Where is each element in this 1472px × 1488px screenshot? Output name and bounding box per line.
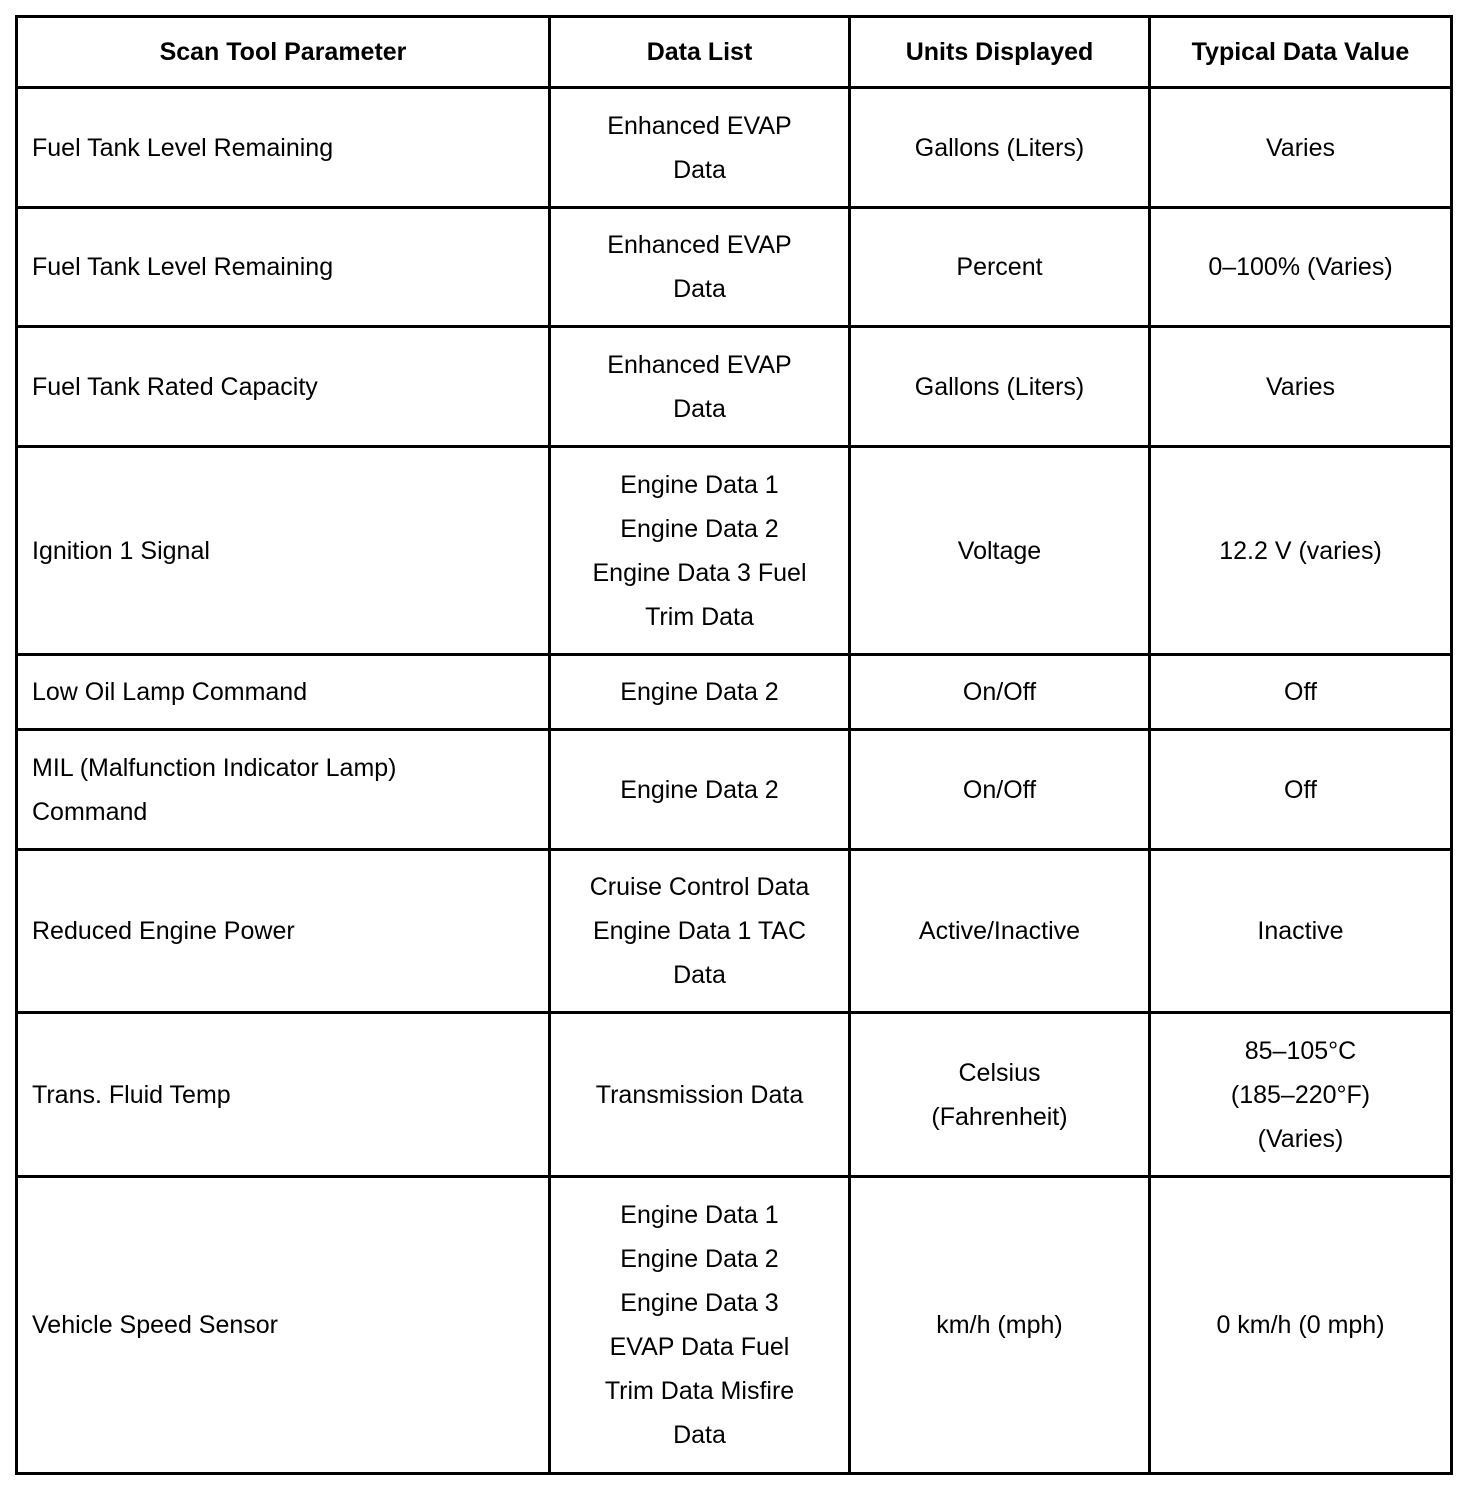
- header-row: [17, 17, 1452, 88]
- header-typical-data-value: Typical Data Value: [1150, 17, 1452, 88]
- units-cell: Active/Inactive: [850, 850, 1150, 1013]
- typical-value-cell: Off: [1150, 730, 1452, 850]
- data-list-cell: Engine Data 2: [550, 730, 850, 850]
- data-list-cell: Engine Data 1 Engine Data 2 Engine Data 3 Fuel Trim Data: [550, 447, 850, 655]
- parameter-cell: Fuel Tank Level Remaining: [17, 88, 550, 208]
- table-row: [17, 1177, 1452, 1474]
- units-cell: km/h (mph): [850, 1177, 1150, 1474]
- parameter-cell: Fuel Tank Level Remaining: [17, 208, 550, 327]
- data-list-cell: Enhanced EVAP Data: [550, 88, 850, 208]
- units-cell: Voltage: [850, 447, 1150, 655]
- header-units-displayed: Units Displayed: [850, 17, 1150, 88]
- table-row: [17, 208, 1452, 327]
- parameter-cell: Ignition 1 Signal: [17, 447, 550, 655]
- typical-value-cell: 0–100% (Varies): [1150, 208, 1452, 327]
- typical-value-cell: 0 km/h (0 mph): [1150, 1177, 1452, 1474]
- parameter-cell: MIL (Malfunction Indicator Lamp) Command: [17, 730, 550, 850]
- parameter-cell: Low Oil Lamp Command: [17, 655, 550, 730]
- table-row: [17, 327, 1452, 447]
- units-cell: Percent: [850, 208, 1150, 327]
- table-row: [17, 850, 1452, 1013]
- typical-value-cell: Inactive: [1150, 850, 1452, 1013]
- data-list-cell: Engine Data 1 Engine Data 2 Engine Data 3 EVAP Data Fuel Trim Data Misfire Data: [550, 1177, 850, 1474]
- parameter-cell: Reduced Engine Power: [17, 850, 550, 1013]
- table-row: [17, 1013, 1452, 1177]
- typical-value-cell: 12.2 V (varies): [1150, 447, 1452, 655]
- parameter-cell: Fuel Tank Rated Capacity: [17, 327, 550, 447]
- data-list-cell: Engine Data 2: [550, 655, 850, 730]
- units-cell: Celsius (Fahrenheit): [850, 1013, 1150, 1177]
- data-list-cell: Transmission Data: [550, 1013, 850, 1177]
- data-list-cell: Enhanced EVAP Data: [550, 327, 850, 447]
- header-scan-tool-parameter: Scan Tool Parameter: [17, 17, 550, 88]
- data-list-cell: Enhanced EVAP Data: [550, 208, 850, 327]
- table-row: [17, 447, 1452, 655]
- typical-value-cell: Varies: [1150, 88, 1452, 208]
- table-row: [17, 88, 1452, 208]
- units-cell: On/Off: [850, 655, 1150, 730]
- parameter-cell: Vehicle Speed Sensor: [17, 1177, 550, 1474]
- data-list-cell: Cruise Control Data Engine Data 1 TAC Data: [550, 850, 850, 1013]
- parameter-cell: Trans. Fluid Temp: [17, 1013, 550, 1177]
- header-data-list: Data List: [550, 17, 850, 88]
- units-cell: Gallons (Liters): [850, 88, 1150, 208]
- typical-value-cell: 85–105°C (185–220°F) (Varies): [1150, 1013, 1452, 1177]
- table-row: [17, 730, 1452, 850]
- table-row: [17, 655, 1452, 730]
- typical-value-cell: Off: [1150, 655, 1452, 730]
- typical-value-cell: Varies: [1150, 327, 1452, 447]
- scan-tool-data-table: [15, 15, 1453, 1475]
- units-cell: Gallons (Liters): [850, 327, 1150, 447]
- units-cell: On/Off: [850, 730, 1150, 850]
